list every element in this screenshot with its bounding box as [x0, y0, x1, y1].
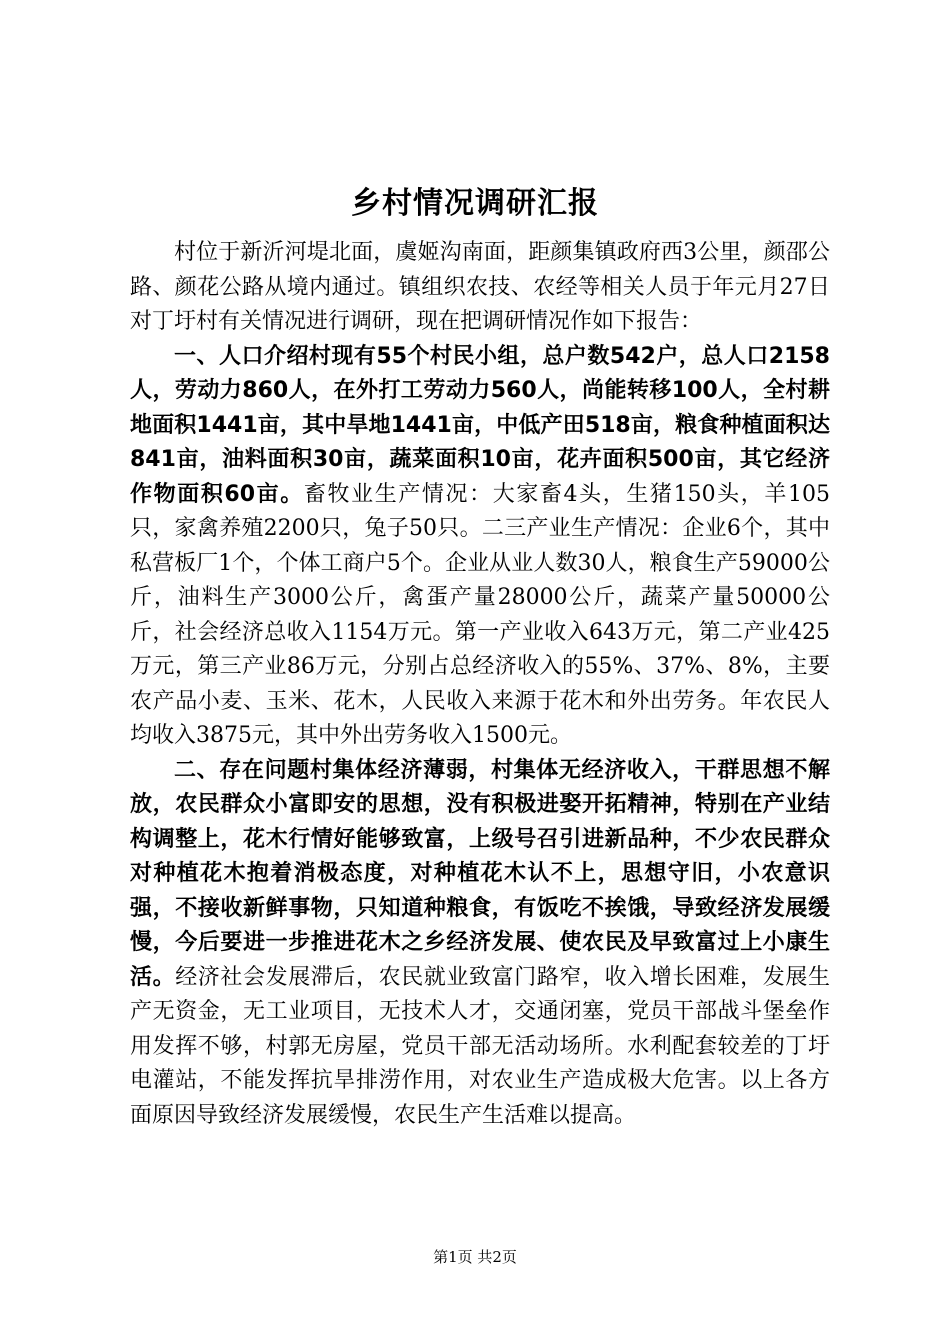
document-title: 乡村情况调研汇报 — [351, 186, 599, 221]
paragraph-problems-bold: 二、存在问题村集体经济薄弱，村集体无经济收入，干群思想不解放，农民群众小富即安的思想，没有积极进娶开拓精神，特别在产业结构调整上，花木行情好能够致富，上级号召引进新品种，不少农民群众对种植花木抱着消极态度，对种植花木认不上，思想守旧，小农意识强，不接收新鲜事物，只知道种粮食，有饭吃不挨饿，导致经济发展缓慢，今后要进一步推进花木之乡经济发展、使农民及早致富过上小康生活。 — [130, 757, 830, 990]
document-body — [130, 236, 830, 1133]
paragraph-intro: 村位于新沂河堤北面，虞姬沟南面，距颜集镇政府西3公里，颜邵公路、颜花公路从境内通过。镇组织农技、农经等相关人员于年元月27日对丁圩村有关情况进行调研，现在把调研情况作如下报告： — [130, 240, 830, 334]
page-footer: 第1页 共2页 — [433, 1248, 517, 1266]
paragraph-population — [130, 340, 830, 754]
paragraph-problems — [130, 754, 830, 1134]
paragraph-population-regular: 畜牧业生产情况：大家畜4头，生猪150头，羊105只，家禽养殖2200只，兔子50只。二三产业生产情况：企业6个，其中私营板厂1个，个体工商户5个。企业从业人数30人，粮食生产59000公斤，油料生产3000公斤，禽蛋产量28000公斤，蔬菜产量50000公斤，社会经济总收入1154万元。第一产业收入643万元，第二产业425万元，第三产业86万元，分别占总经济收入的55%、37%、8%，主要农产品小麦、玉米、花木，人民收入来源于花木和外出劳务。年农民人均收入3875元，其中外出劳务收入1500元。 — [130, 481, 830, 748]
paragraph-problems-regular: 经济社会发展滞后，农民就业致富门路窄，收入增长困难，发展生产无资金，无工业项目，无技术人才，交通闭塞，党员干部战斗堡垒作用发挥不够，村郭无房屋，党员干部无活动场所。水利配套较差的丁圩电灌站，不能发挥抗旱排涝作用，对农业生产造成极大危害。以上各方面原因导致经济发展缓慢，农民生产生活难以提高。 — [130, 964, 830, 1128]
paragraph-population-bold: 一、人口介绍村现有55个村民小组，总户数542户，总人口2158人，劳动力860人，在外打工劳动力560人，尚能转移100人，全村耕地面积1441亩，其中旱地1441亩，中低产田518亩，粮食种植面积达841亩，油料面积30亩，蔬菜面积10亩，花卉面积500亩，其它经济作物面积60亩。 — [130, 343, 830, 507]
